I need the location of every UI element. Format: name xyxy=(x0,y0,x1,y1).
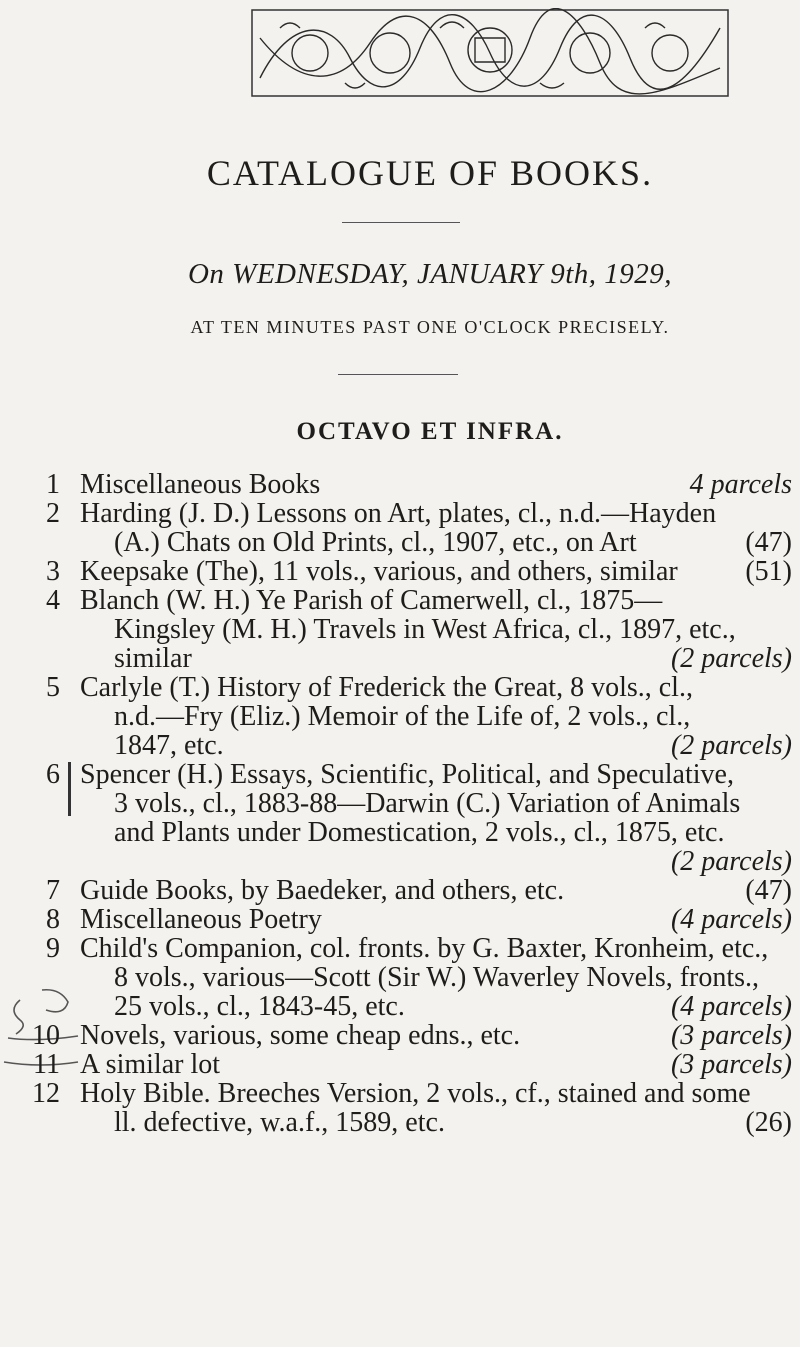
description-text: Kingsley (M. H.) Travels in West Africa, cl., 1897, etc., xyxy=(114,614,736,645)
description-text: Carlyle (T.) History of Frederick the Great, 8 vols., cl., xyxy=(80,672,693,703)
lot-number: 5 xyxy=(46,672,60,703)
description-text: n.d.—Fry (Eliz.) Memoir of the Life of, 2 vols., cl., xyxy=(114,701,691,732)
lot-quantity: (2 parcels) xyxy=(670,643,792,674)
lot-quantity: (2 parcels) xyxy=(670,846,792,877)
lot-quantity: (4 parcels) xyxy=(670,904,792,935)
description-text: Blanch (W. H.) Ye Parish of Camerwell, cl., 1875— xyxy=(80,585,663,616)
description-text: Miscellaneous Books xyxy=(80,469,321,500)
lot-number: 3 xyxy=(46,556,60,587)
lot-quantity: (4 parcels) xyxy=(670,991,792,1022)
lot-entry xyxy=(0,499,800,557)
description-text: Child's Companion, col. fronts. by G. Baxter, Kronheim, etc., xyxy=(80,933,769,964)
lot-description-line xyxy=(80,557,792,586)
lot-number: 11 xyxy=(33,1049,60,1080)
lot-description-line xyxy=(80,789,792,818)
lot-bracket xyxy=(68,762,71,816)
lot-entry xyxy=(0,586,800,673)
lot-description-line xyxy=(80,1050,792,1079)
lot-description-line xyxy=(80,934,792,963)
lot-quantity: (3 parcels) xyxy=(670,1020,792,1051)
lot-quantity: (51) xyxy=(745,556,792,587)
divider xyxy=(338,374,458,375)
lot-entry xyxy=(0,934,800,1021)
lot-description-line xyxy=(80,702,792,731)
lot-number: 7 xyxy=(46,875,60,906)
lot-description-line xyxy=(80,818,792,847)
description-text: Spencer (H.) Essays, Scientific, Political, and Speculative, xyxy=(80,759,734,790)
description-text: Holy Bible. Breeches Version, 2 vols., cf., stained and some xyxy=(80,1078,751,1109)
description-text: 25 vols., cl., 1843-45, etc. xyxy=(114,991,405,1022)
lot-quantity: (47) xyxy=(745,527,792,558)
lot-number: 9 xyxy=(46,933,60,964)
sale-date: On WEDNESDAY, JANUARY 9th, 1929, xyxy=(187,258,673,290)
description-text: Miscellaneous Poetry xyxy=(80,904,322,935)
lot-description-line xyxy=(80,499,792,528)
lot-number: 1 xyxy=(46,469,60,500)
description-text: and Plants under Domestication, 2 vols., cl., 1875, etc. xyxy=(114,817,725,848)
lot-description-line xyxy=(80,847,792,876)
catalogue-title: CATALOGUE OF BOOKS. xyxy=(206,153,654,193)
lot-description-line xyxy=(80,673,792,702)
description-text: 1847, etc. xyxy=(114,730,224,761)
lot-number: 2 xyxy=(46,498,60,529)
lot-description-line xyxy=(80,615,792,644)
lot-description-line xyxy=(80,470,792,499)
lot-description-line xyxy=(80,731,792,760)
lot-description-line xyxy=(80,528,792,557)
divider xyxy=(342,222,460,223)
description-text: Keepsake (The), 11 vols., various, and others, similar xyxy=(80,556,678,587)
lot-quantity: 4 parcels xyxy=(689,469,792,500)
lot-entry xyxy=(0,557,800,586)
lot-description-line xyxy=(80,760,792,789)
lot-number: 6 xyxy=(46,759,60,790)
description-text: (A.) Chats on Old Prints, cl., 1907, etc., on Art xyxy=(114,527,637,558)
lot-quantity: (3 parcels) xyxy=(670,1049,792,1080)
lot-description-line xyxy=(80,992,792,1021)
description-text: 8 vols., various—Scott (Sir W.) Waverley Novels, fronts., xyxy=(114,962,760,993)
lot-entry xyxy=(0,905,800,934)
lot-description-line xyxy=(80,963,792,992)
lot-number: 8 xyxy=(46,904,60,935)
lot-entry xyxy=(0,876,800,905)
lot-quantity: (2 parcels) xyxy=(670,730,792,761)
lot-number: 12 xyxy=(32,1078,60,1109)
description-text: similar xyxy=(114,643,192,674)
lot-quantity: (26) xyxy=(745,1107,792,1138)
lot-quantity: (47) xyxy=(745,875,792,906)
description-text: Guide Books, by Baedeker, and others, etc. xyxy=(80,875,565,906)
lot-description-line xyxy=(80,586,792,615)
lot-description-line xyxy=(80,905,792,934)
lot-entry xyxy=(0,673,800,760)
lot-list xyxy=(0,470,800,1137)
lot-description-line xyxy=(80,876,792,905)
decorative-headpiece xyxy=(250,8,730,98)
lot-description-line xyxy=(80,1021,792,1050)
section-heading: OCTAVO ET INFRA. xyxy=(296,418,564,445)
lot-entry xyxy=(0,1079,800,1137)
description-text: Novels, various, some cheap edns., etc. xyxy=(80,1020,521,1051)
lot-entry xyxy=(0,1021,800,1050)
description-text: Harding (J. D.) Lessons on Art, plates, cl., n.d.—Hayden xyxy=(80,498,717,529)
lot-entry xyxy=(0,1050,800,1079)
description-text: ll. defective, w.a.f., 1589, etc. xyxy=(114,1107,445,1138)
description-text: 3 vols., cl., 1883-88—Darwin (C.) Variation of Animals xyxy=(114,788,741,819)
lot-number: 4 xyxy=(46,585,60,616)
sale-time: AT TEN MINUTES PAST ONE O'CLOCK PRECISELY. xyxy=(190,317,670,337)
lot-entry xyxy=(0,760,800,876)
lot-description-line xyxy=(80,644,792,673)
lot-description-line xyxy=(80,1079,792,1108)
lot-description-line xyxy=(80,1108,792,1137)
description-text: A similar lot xyxy=(80,1049,220,1080)
lot-entry xyxy=(0,470,800,499)
lot-number: 10 xyxy=(32,1020,60,1051)
